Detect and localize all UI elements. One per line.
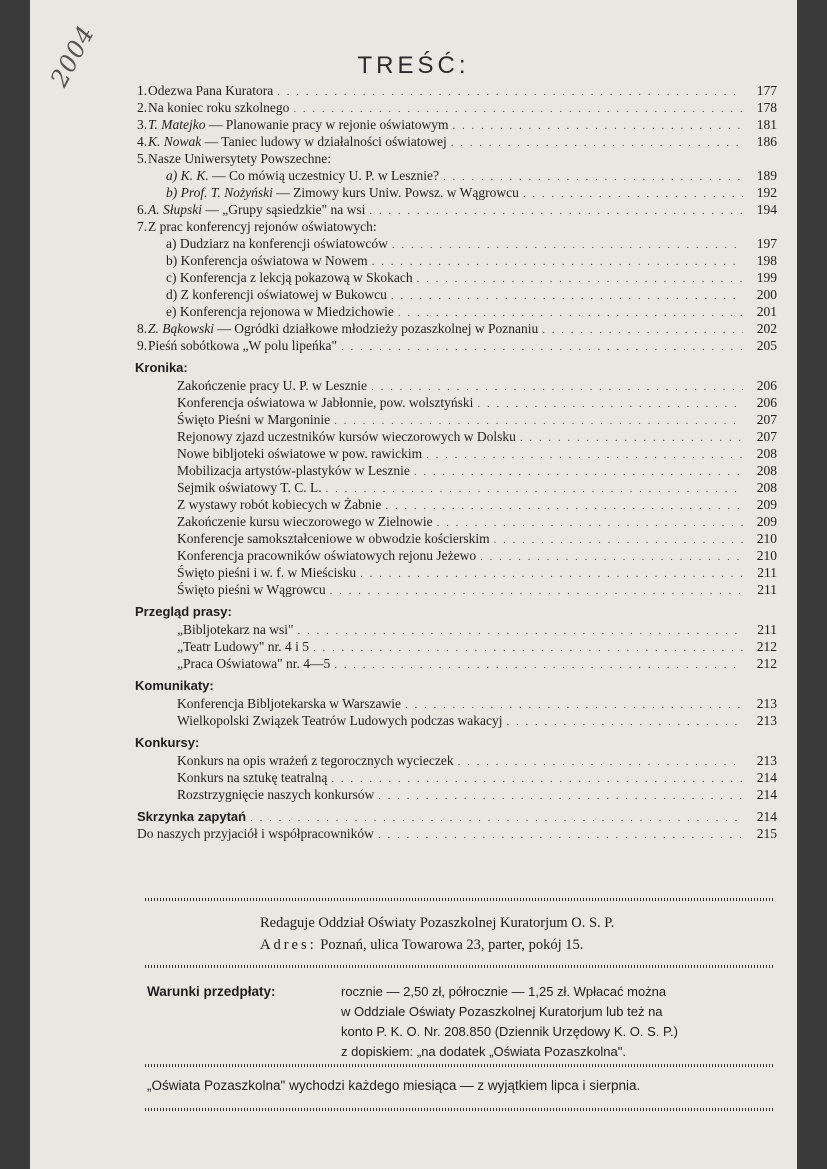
leader-dots — [494, 532, 743, 549]
entry-text: Rozstrzygnięcie naszych konkursów — [177, 787, 375, 802]
entry-title — [148, 337, 341, 354]
page-number: 213 — [756, 713, 777, 728]
entry-title — [148, 150, 335, 167]
toc-row — [137, 82, 777, 99]
toc-row — [137, 428, 777, 445]
page-number: 206 — [756, 395, 777, 410]
entry-text: Zakończenie kursu wieczorowego w Zielnowie — [177, 514, 433, 529]
divider — [145, 965, 775, 968]
entry-title — [148, 218, 381, 235]
toc-row — [137, 411, 777, 428]
entry-author: T. Matejko — [148, 117, 206, 132]
address-line — [260, 934, 760, 956]
entry-text: Mobilizacja artystów-plastyków w Lesznie — [177, 463, 410, 478]
address-label: Adres: — [260, 937, 317, 953]
leader-dots — [392, 237, 743, 254]
page-number: 210 — [756, 531, 777, 546]
toc-row — [137, 786, 777, 803]
entry-text: Pieśń sobótkowa „W polu lipeńka" — [148, 338, 337, 353]
entry-text: Święto pieśni w Wągrowcu — [177, 582, 326, 597]
leader-dots — [378, 827, 743, 844]
toc-row — [137, 479, 777, 496]
entry-title — [137, 655, 334, 672]
entry-text: Nasze Uniwersytety Powszechne: — [148, 151, 331, 166]
entry-text: — Co mówią uczestnicy U. P. w Lesznie? — [208, 168, 439, 183]
toc-row — [137, 286, 777, 303]
leader-dots — [507, 714, 743, 731]
entry-title — [148, 116, 452, 133]
entry-text: Konkurs na sztukę teatralną — [177, 770, 328, 785]
toc-row — [137, 337, 777, 354]
page-number: 202 — [756, 321, 777, 336]
page-number: 186 — [756, 134, 777, 149]
leader-dots — [523, 186, 743, 203]
subscription-line: z dopiskiem: „na dodatek „Oświata Pozaszkolna". — [341, 1044, 626, 1059]
leader-dots — [334, 657, 743, 674]
leader-dots — [520, 430, 743, 447]
entry-title — [137, 428, 520, 445]
page-number: 205 — [756, 338, 777, 353]
page-number: 189 — [756, 168, 777, 183]
divider — [145, 1108, 775, 1111]
page-number: 213 — [756, 753, 777, 768]
toc-row — [137, 808, 777, 825]
entry-title — [148, 320, 542, 337]
page-number: 198 — [756, 253, 777, 268]
entry-text: Z wystawy robót kobiecych w Żabnie — [177, 497, 382, 512]
toc-row — [137, 712, 777, 729]
toc-row — [137, 218, 777, 235]
table-of-contents — [137, 82, 777, 842]
entry-title — [137, 496, 385, 513]
entry-text: Konferencja Bibljotekarska w Warszawie — [177, 696, 401, 711]
item-number: 6. — [137, 202, 148, 217]
toc-row — [137, 303, 777, 320]
page-number: 208 — [756, 463, 777, 478]
entry-title — [148, 201, 369, 218]
page-number: 207 — [756, 429, 777, 444]
item-number: 4. — [137, 134, 148, 149]
entry-title — [137, 479, 326, 496]
page-number: 201 — [756, 304, 777, 319]
entry-title — [148, 184, 523, 201]
leader-dots — [369, 203, 743, 220]
entry-title — [137, 445, 426, 462]
entry-title — [137, 712, 507, 729]
entry-text: e) Konferencja rejonowa w Miedzichowie — [166, 304, 394, 319]
entry-text: — Taniec ludowy w działalności oświatowej — [201, 134, 447, 149]
page-number: 194 — [756, 202, 777, 217]
leader-dots — [326, 481, 743, 498]
entry-title — [148, 167, 443, 184]
leader-dots — [414, 464, 743, 481]
subscription-line: konto P. K. O. Nr. 208.850 (Dziennik Urzędowy K. O. S. P.) — [341, 1024, 678, 1039]
entry-title — [148, 286, 391, 303]
leader-dots — [341, 339, 743, 356]
entry-text: d) Z konferencji oświatowej w Bukowcu — [166, 287, 387, 302]
toc-row — [137, 445, 777, 462]
page-number: 192 — [756, 185, 777, 200]
toc-row — [137, 462, 777, 479]
page-number: 209 — [756, 497, 777, 512]
page-number: 206 — [756, 378, 777, 393]
address-value: Poznań, ulica Towarowa 23, parter, pokój 15. — [320, 937, 584, 953]
entry-title — [137, 462, 414, 479]
toc-row — [137, 235, 777, 252]
page-number: 200 — [756, 287, 777, 302]
entry-text: Konferencje samokształceniowe w obwodzie kościerskim — [177, 531, 490, 546]
entry-text: Zakończenie pracy U. P. w Lesznie — [177, 378, 368, 393]
toc-row — [137, 252, 777, 269]
toc-row — [137, 825, 777, 842]
leader-dots — [480, 549, 743, 566]
editorial-line: Redaguje Oddział Oświaty Pozaszkolnej Kuratorjum O. S. P. — [260, 915, 615, 931]
leader-dots — [313, 640, 743, 657]
entry-author: a) K. K. — [166, 168, 209, 183]
subscription-label: Warunki przedpłaty: — [147, 984, 276, 999]
item-number: 1. — [137, 83, 148, 98]
divider — [145, 898, 775, 901]
entry-title — [137, 547, 480, 564]
entry-text: Rejonowy zjazd uczestników kursów wieczorowych w Dolsku — [177, 429, 516, 444]
entry-text: Konferencja oświatowa w Jabłonnie, pow. wolsztyński — [177, 395, 474, 410]
entry-text: — Planowanie pracy w rejonie oświatowym — [205, 117, 449, 132]
entry-text: — Zimowy kurs Uniw. Powsz. w Wągrowcu — [272, 185, 519, 200]
page-number: 215 — [756, 826, 777, 841]
page-number: 211 — [757, 582, 777, 597]
item-number: 8. — [137, 321, 148, 336]
toc-row — [137, 695, 777, 712]
entry-title — [137, 695, 405, 712]
page-number: 214 — [756, 787, 777, 802]
leader-dots — [452, 118, 743, 135]
entry-title — [148, 82, 277, 99]
leader-dots — [378, 788, 743, 805]
toc-row — [137, 513, 777, 530]
toc-row — [137, 116, 777, 133]
leader-dots — [331, 771, 743, 788]
entry-text: Z prac konferencyj rejonów oświatowych: — [148, 219, 377, 234]
page-number: 211 — [757, 565, 777, 580]
entry-title — [148, 303, 398, 320]
toc-row — [137, 99, 777, 116]
toc-row — [137, 184, 777, 201]
entry-title — [137, 513, 437, 530]
footer-note: „Oświata Pozaszkolna" wychodzi każdego miesiąca — z wyjątkiem lipca i sierpnia. — [147, 1078, 641, 1093]
toc-row — [137, 752, 777, 769]
page-number: 199 — [756, 270, 777, 285]
entry-title — [148, 269, 417, 286]
entry-author: Z. Bąkowski — [148, 321, 214, 336]
entry-text: c) Konferencja z lekcją pokazową w Skokach — [166, 270, 413, 285]
entry-title — [137, 377, 371, 394]
page-number: 208 — [756, 480, 777, 495]
toc-row — [137, 581, 777, 598]
leader-dots — [451, 135, 743, 152]
entry-text: a) Dudziarz na konferencji oświatowców — [166, 236, 388, 251]
page-number: 212 — [756, 656, 777, 671]
entry-text: — „Grupy sąsiedzkie" na wsi — [202, 202, 366, 217]
entry-author: K. Nowak — [148, 134, 202, 149]
section-heading: Komunikaty: — [135, 678, 214, 693]
entry-title — [137, 581, 330, 598]
section-heading: Skrzynka zapytań — [137, 809, 247, 824]
divider — [145, 1064, 775, 1067]
entry-text: „Teatr Ludowy" nr. 4 i 5 — [177, 639, 310, 654]
toc-row — [137, 564, 777, 581]
entry-text: Odezwa Pana Kuratora — [148, 83, 274, 98]
entry-title — [148, 252, 372, 269]
page-title: TREŚĆ: — [357, 52, 470, 79]
page-number: 207 — [756, 412, 777, 427]
page-number: 210 — [756, 548, 777, 563]
entry-author: b) Prof. T. Nożyński — [166, 185, 273, 200]
entry-title — [148, 235, 392, 252]
leader-dots — [277, 84, 743, 101]
entry-text: — Ogródki działkowe młodzieży pozaszkolnej w Poznaniu — [214, 321, 539, 336]
entry-title — [137, 530, 494, 547]
entry-title — [137, 394, 477, 411]
toc-row — [137, 167, 777, 184]
page-number: 208 — [756, 446, 777, 461]
item-number: 5. — [137, 151, 148, 166]
toc-row — [137, 496, 777, 513]
entry-title — [137, 564, 360, 581]
entry-title — [137, 638, 313, 655]
leader-dots — [477, 396, 743, 413]
page-number: 178 — [756, 100, 777, 115]
leader-dots — [360, 566, 743, 583]
entry-text: „Bibljotekarz na wsi" — [177, 622, 294, 637]
toc-row — [137, 201, 777, 218]
entry-author: A. Słupski — [148, 202, 202, 217]
entry-title — [137, 621, 297, 638]
entry-text: Nowe bibljoteki oświatowe w pow. rawickim — [177, 446, 423, 461]
section-heading: Konkursy: — [135, 735, 200, 750]
leader-dots — [426, 447, 743, 464]
subscription-line: rocznie — 2,50 zł, półrocznie — 1,25 zł. Wpłacać można — [341, 984, 667, 999]
page-number: 214 — [756, 809, 777, 824]
toc-row — [137, 377, 777, 394]
editorial-info — [260, 912, 760, 956]
item-number: 7. — [137, 219, 148, 234]
entry-text: Do naszych przyjaciół i współpracowników — [137, 826, 374, 841]
entry-text: Na koniec roku szkolnego — [148, 100, 290, 115]
handwritten-note: 2004 — [44, 20, 101, 92]
entry-title — [148, 99, 293, 116]
leader-dots — [372, 254, 743, 271]
toc-row — [137, 769, 777, 786]
page-number: 211 — [757, 622, 777, 637]
entry-text: Wielkopolski Związek Teatrów Ludowych podczas wakacyj — [177, 713, 503, 728]
document-page — [30, 0, 797, 1169]
entry-title — [137, 411, 334, 428]
entry-text: „Praca Oświatowa" nr. 4—5 — [177, 656, 331, 671]
leader-dots — [542, 322, 743, 339]
page-number: 177 — [756, 83, 777, 98]
entry-text: b) Konferencja oświatowa w Nowem — [166, 253, 368, 268]
toc-row — [137, 269, 777, 286]
toc-row — [137, 530, 777, 547]
page-number: 197 — [756, 236, 777, 251]
page-number: 213 — [756, 696, 777, 711]
toc-row — [137, 621, 777, 638]
entry-text: Konferencja pracowników oświatowych rejonu Jeżewo — [177, 548, 477, 563]
entry-title — [137, 769, 331, 786]
toc-row — [137, 133, 777, 150]
toc-row — [137, 547, 777, 564]
page-number: 212 — [756, 639, 777, 654]
toc-row — [137, 655, 777, 672]
leader-dots — [391, 288, 743, 305]
toc-row — [137, 394, 777, 411]
leader-dots — [417, 271, 743, 288]
entry-text: Święto Pieśni w Margoninie — [177, 412, 331, 427]
toc-row — [137, 320, 777, 337]
entry-text: Sejmik oświatowy T. C. L. — [177, 480, 322, 495]
section-heading: Przegląd prasy: — [135, 604, 232, 619]
subscription-line: w Oddziale Oświaty Pozaszkolnej Kuratorjum lub też na — [341, 1004, 663, 1019]
entry-title — [137, 786, 378, 803]
page-number: 214 — [756, 770, 777, 785]
section-heading: Kronika: — [135, 360, 188, 375]
item-number: 2. — [137, 100, 148, 115]
leader-dots — [385, 498, 743, 515]
entry-text: Święto pieśni i w. f. w Mieścisku — [177, 565, 357, 580]
leader-dots — [458, 754, 743, 771]
item-number: 9. — [137, 338, 148, 353]
leader-dots — [297, 623, 743, 640]
page-number: 209 — [756, 514, 777, 529]
toc-row — [137, 638, 777, 655]
page-number: 181 — [756, 117, 777, 132]
leader-dots — [330, 583, 743, 600]
toc-row — [137, 150, 777, 167]
entry-title — [137, 752, 458, 769]
entry-title — [148, 133, 451, 150]
entry-text: Konkurs na opis wrażeń z tegorocznych wycieczek — [177, 753, 454, 768]
subscription-text — [341, 982, 787, 1062]
item-number: 3. — [137, 117, 148, 132]
